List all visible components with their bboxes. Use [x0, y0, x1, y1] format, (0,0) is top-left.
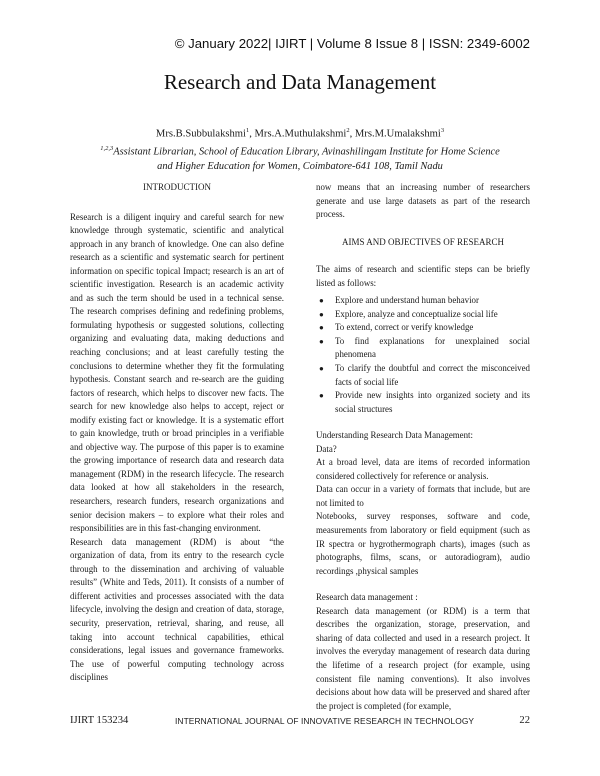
page-number: 22: [519, 715, 530, 726]
list-item: ● To clarify the doubtful and correct the misconceived facts of social life: [319, 363, 530, 387]
author-1: Mrs.B.Subbulakshmi: [155, 128, 246, 140]
introduction-paragraph-2: Research data management (RDM) is about “the organization of data, from its entry to the research cycle through to the dissemination and archiving of valuable results” (White and Teds, 2011). It consists of a number of different activities and processes associated with the data lifecycle, involving the design and creation of data, storage, security, preservation, retrieval, sharing, and reuse, all taking into account technical capabilities, ethical considerations, legal issues and governance frameworks. The use of powerful computing technology across disciplines: [70, 536, 284, 683]
list-item: ● To extend, correct or verify knowledge: [316, 321, 530, 335]
bullet-icon: ●: [319, 323, 324, 333]
data-question: Data?: [316, 443, 337, 454]
author-2-sup: 2: [346, 127, 350, 134]
bullet-icon: ●: [319, 391, 324, 401]
list-item: ● To find explanations for unexplained social phenomena: [319, 335, 530, 360]
introduction-paragraph-1: Research is a diligent inquiry and careful search for new knowledge through systematic, scientific and analytical approach in any branch of knowledge. One can also define research as a scientific and systematic search for pertinent information on specific topical Impact; research is an art of scientific investigation. Research is an academic activity and as such the term should be used in a technical sense. The research comprises defining and redefining problems, formulating hypothesis or suggested solutions, collecting organizing and evaluating data, making deductions and reaching conclusions; and at least carefully testing the conclusions to determine whether they fit the formulating hypothesis. Constant search and re-search are the guiding factors of research, which helps to discover new facts. The search for new knowledge also helps to accept, reject or modify existing fact or knowledge. It is a systematic effort to gain knowledge, truth or broad principles in a verifiable and objective way. The purpose of this paper is to examine the growing importance of research data and research data management (RDM) in the research lifecycle. The research data looked at how all stakeholders in the research, researchers, research funders, research organizations and senior decision makers – to explore what their roles and responsibilities are in this fast-changing environment.: [70, 211, 284, 534]
right-column: [316, 181, 530, 713]
list-item: ● Explore and understand human behavior: [316, 294, 530, 308]
rdm-title: Research data management :: [316, 592, 418, 603]
journal-name: INTERNATIONAL JOURNAL OF INNOVATIVE RESEARCH IN TECHNOLOGY: [175, 716, 475, 726]
continuation-paragraph: now means that an increasing number of researchers generate and use large datasets as part of the research process.: [316, 182, 530, 220]
left-column: [70, 181, 284, 685]
aims-list: [316, 294, 530, 416]
data-examples: Notebooks, survey responses, software and code, measurements from laboratory or field equipment (such as IR spectra or hygrothermograph charts), images (such as photographs, films, scans, or autoradiogram), audio recordings ,physical samples: [316, 511, 530, 576]
bullet-icon: ●: [319, 296, 324, 306]
author-list: [0, 127, 600, 140]
introduction-heading: INTRODUCTION: [143, 182, 211, 192]
bullet-icon: ●: [319, 309, 324, 319]
author-3: , Mrs.M.Umalakshmi: [349, 128, 441, 140]
affiliation-text: Assistant Librarian, School of Education Library, Avinashilingam Institute for Home Science and Higher Education for Women, Coimbatore-641 108, Tamil Nadu: [113, 146, 500, 173]
list-item: ● Provide new insights into organized society and its social structures: [319, 390, 530, 414]
rdm-text: Research data management (or RDM) is a term that describes the organization, storage, preservation, and sharing of data collected and used in a research project. It involves the everyday management of research data during the lifetime of a research project (for example, using consistent file naming conventions). It also involves decisions about how data will be preserved and shared after the project is completed (for example,: [316, 605, 530, 711]
journal-id: IJIRT 153234: [70, 715, 129, 726]
affiliation: [95, 141, 505, 174]
urdm-title: Understanding Research Data Management:: [316, 430, 473, 441]
author-3-sup: 3: [440, 127, 445, 134]
author-2: , Mrs.A.Muthulakshmi: [249, 128, 347, 140]
bullet-icon: ●: [319, 336, 324, 346]
page-footer: [70, 715, 530, 731]
data-definition: At a broad level, data are items of recorded information considered collectively for reference or analysis.: [316, 457, 530, 481]
aims-heading: AIMS AND OBJECTIVES OF RESEARCH: [341, 236, 505, 247]
data-formats: Data can occur in a variety of formats that include, but are not limited to: [316, 484, 530, 508]
list-item: ● Explore, analyze and conceptualize social life: [316, 308, 530, 322]
paper-title: Research and Data Management: [163, 70, 437, 94]
author-1-sup: 1: [245, 127, 250, 134]
aims-intro: The aims of research and scientific steps can be briefly listed as follows:: [316, 264, 530, 288]
bullet-icon: ●: [319, 364, 324, 374]
journal-citation-header: © January 2022| IJIRT | Volume 8 Issue 8 | ISSN: 2349-6002: [174, 36, 530, 51]
affiliation-sup: 1,2,3: [100, 145, 114, 152]
